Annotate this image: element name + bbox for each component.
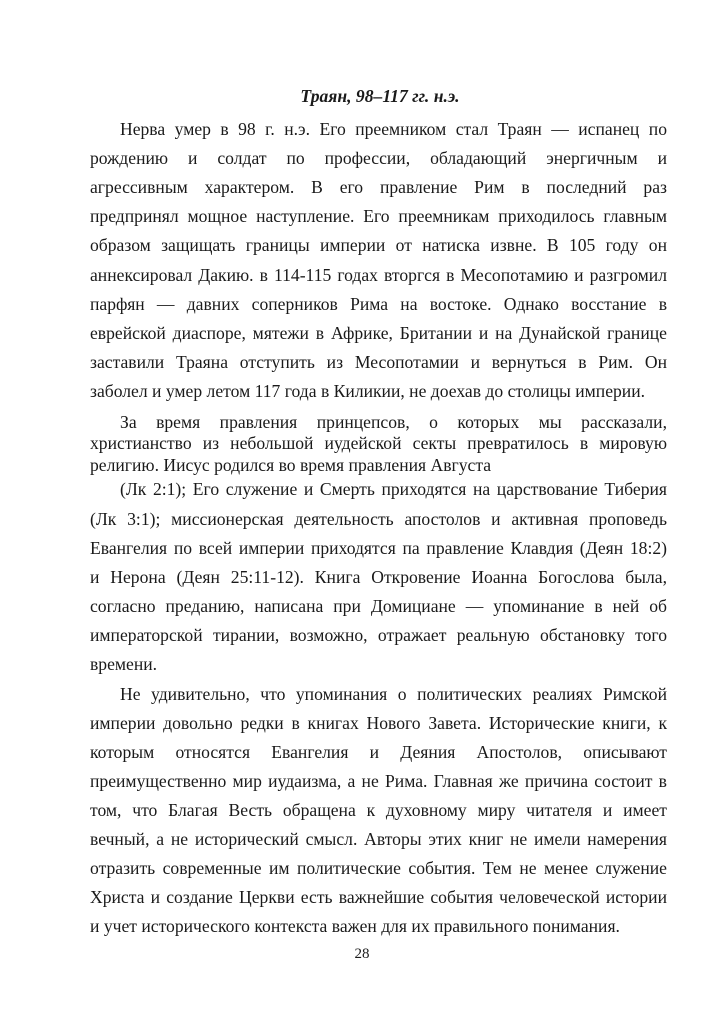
text-line: том, что Благая Весть обращена к духовному миру читателя и имеет: [90, 800, 667, 820]
text-line: согласно преданию, написана при Домициане — упоминание в ней об: [90, 596, 667, 616]
text-line: еврейской диаспоре, мятежи в Африке, Британии и на Дунайской границе: [90, 323, 667, 343]
text-line: и Нерона (Деян 25:11-12). Книга Откровение Иоанна Богослова была,: [90, 567, 667, 587]
page-number: 28: [354, 946, 370, 962]
text-line: Нерва умер в 98 г. н.э. Его преемником стал Траян — испанец по: [120, 119, 667, 139]
text-line: империи довольно редки в книгах Нового Завета. Исторические книги, к: [90, 713, 667, 733]
text-line: Евангелия по всей империи приходятся па правление Клавдия (Деян 18:2): [90, 538, 667, 558]
text-line: предпринял мощное наступление. Его преемникам приходилось главным: [90, 206, 667, 226]
text-line: христианство из небольшой иудейской секты превратилось в мировую: [90, 433, 667, 453]
text-line: За время правления принцепсов, о которых мы рассказали,: [120, 412, 667, 432]
text-line: отразить современные им политические события. Тем не менее служение: [90, 858, 667, 878]
text-line: аннексировал Дакию. в 114-115 годах вторгся в Месопотамию и разгромил: [90, 265, 667, 285]
text-line: и учет исторического контекста важен для их правильного понимания.: [90, 916, 620, 936]
text-line: заставили Траяна отступить из Месопотамии и вернуться в Рим. Он: [90, 352, 667, 372]
text-line: парфян — давних соперников Рима на востоке. Однако восстание в: [90, 294, 667, 314]
text-line: вечный, а не исторический смысл. Авторы этих книг не имели намерения: [90, 829, 667, 849]
text-line: императорской тирании, возможно, отражает реальную обстановку того: [90, 625, 667, 645]
text-line: (Лк 3:1); миссионерская деятельность апостолов и активная проповедь: [90, 509, 667, 529]
text-line: заболел и умер летом 117 года в Киликии, не доехав до столицы империи.: [90, 381, 646, 401]
text-line: образом защищать границы империи от натиска извне. В 105 году он: [90, 235, 667, 255]
text-line: преимущественно мир иудаизма, а не Рима. Главная же причина состоит в: [90, 771, 667, 791]
text-line: которым относятся Евангелия и Деяния Апостолов, описывают: [90, 742, 667, 762]
text-line: религию. Иисус родился во время правления Августа: [90, 455, 492, 475]
text-line: времени.: [90, 654, 158, 674]
text-line: (Лк 2:1); Его служение и Смерть приходятся на царствование Тиберия: [120, 479, 667, 499]
text-line: Не удивительно, что упоминания о политических реалиях Римской: [120, 684, 667, 704]
section-title: Траян, 98–117 гг. н.э.: [300, 86, 460, 106]
text-line: Христа и создание Церкви есть важнейшие события человеческой истории: [90, 887, 667, 907]
text-line: агрессивным характером. В его правление Рим в последний раз: [90, 177, 667, 197]
text-line: рождению и солдат по профессии, обладающий энергичным и: [90, 148, 667, 168]
